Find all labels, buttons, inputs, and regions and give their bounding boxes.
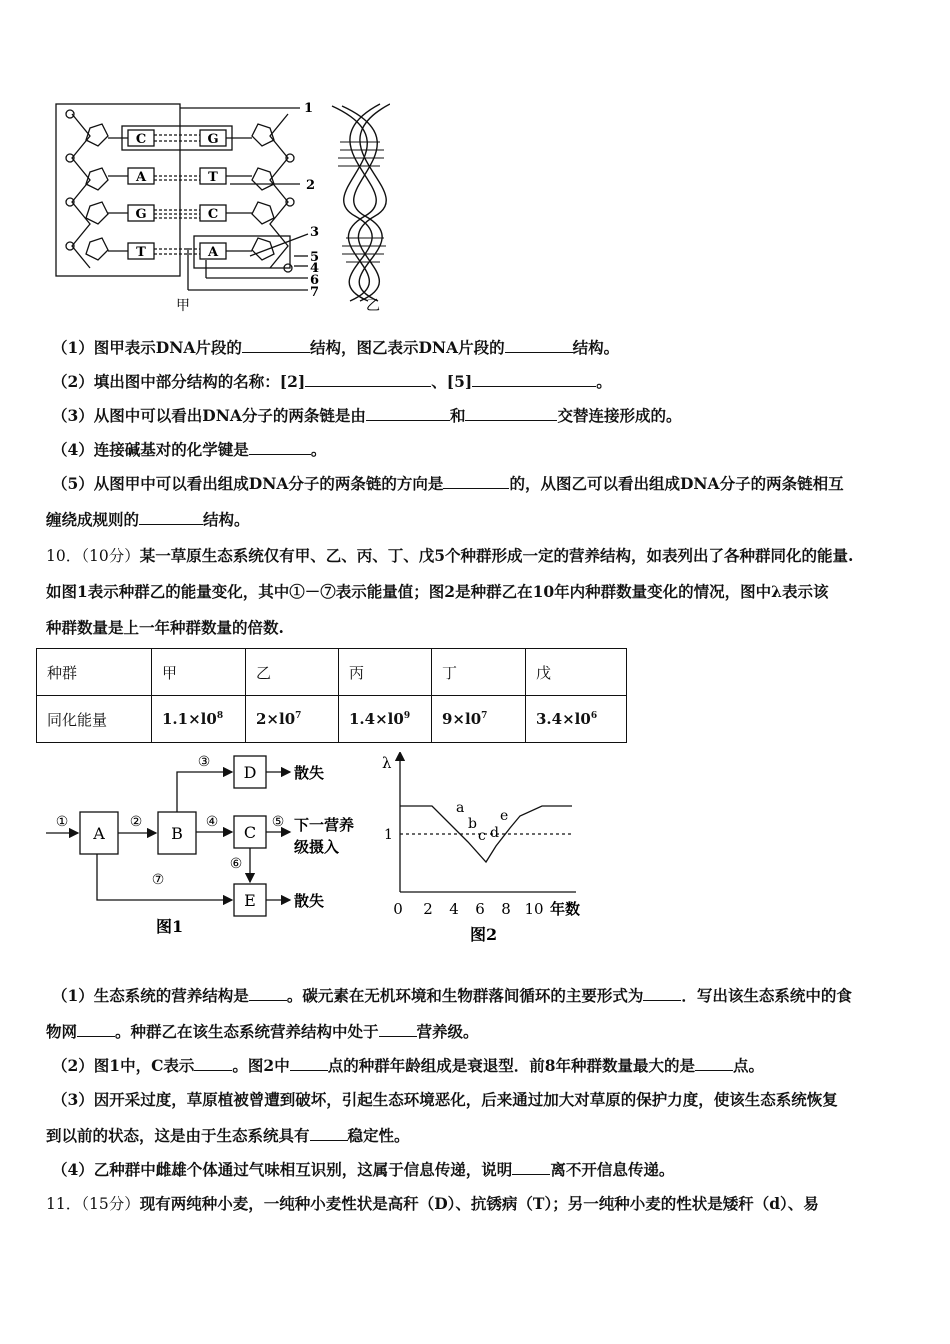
- right-base-4: A: [207, 245, 219, 260]
- q9-item-5-cont: 缠绕成规则的 结构。: [46, 510, 250, 529]
- arrow-label-3: ③: [197, 754, 211, 770]
- answer-blank[interactable]: [695, 1056, 733, 1071]
- x-tick: 4: [449, 900, 459, 918]
- right-base-1: G: [207, 132, 219, 147]
- table-row-label: 同化能量: [37, 696, 152, 743]
- lost-text-1: 散失: [294, 764, 325, 782]
- figure-1-caption: 图1: [156, 917, 184, 936]
- label-1: 1: [304, 101, 314, 116]
- answer-blank[interactable]: [242, 338, 310, 353]
- left-base-1: C: [135, 132, 147, 147]
- caption-jia: 甲: [176, 298, 190, 314]
- q10-item-1-cont: 物网 。种群乙在该生态系统营养结构中处于 营养级。: [46, 1022, 479, 1041]
- next-level-text-2: 级摄入: [294, 838, 340, 856]
- arrow-label-4: ④: [205, 814, 219, 830]
- figure-2-caption: 图2: [470, 925, 498, 944]
- q10-item-3: （3）因开采过度，草原植被曾遭到破坏，引起生态环境恶化，后来通过加大对草原的保护力度，使该生态系统恢复: [52, 1090, 838, 1109]
- arrow-label-2: ②: [129, 814, 143, 830]
- arrow-label-5: ⑤: [271, 814, 285, 830]
- box-label: E: [244, 891, 256, 910]
- answer-blank[interactable]: [465, 406, 557, 421]
- q9-item-2: （2）填出图中部分结构的名称：[2] 、[5] 。: [52, 372, 612, 391]
- point-a: a: [456, 800, 465, 816]
- answer-blank[interactable]: [310, 1126, 348, 1141]
- answer-blank[interactable]: [379, 1022, 417, 1037]
- x-tick: 6: [475, 900, 485, 918]
- q10-item-3-cont: 到以前的状态，这是由于生态系统具有 稳定性。: [46, 1126, 410, 1145]
- label-6: 6: [310, 273, 320, 288]
- q10-stem-line-2: 如图1表示种群乙的能量变化，其中①－⑦表示能量值；图2是种群乙在10年内种群数量变化的情况，图中λ表示该: [46, 582, 829, 601]
- point-e: e: [500, 808, 509, 824]
- answer-blank[interactable]: [512, 1160, 550, 1175]
- box-label: A: [93, 824, 105, 843]
- q10-item-4: （4）乙种群中雌雄个体通过气味相互识别，这属于信息传递，说明 离不开信息传递。: [52, 1160, 675, 1179]
- answer-blank[interactable]: [249, 986, 287, 1001]
- left-base-4: T: [136, 245, 146, 260]
- point-d: d: [490, 825, 499, 841]
- table-row: [37, 649, 627, 696]
- energy-flow-figure: [44, 752, 384, 942]
- label-7: 7: [310, 285, 320, 300]
- caption-yi: 乙: [366, 298, 380, 314]
- q9-item-4: （4）连接碱基对的化学键是 。: [52, 440, 327, 459]
- x-tick: 0: [393, 900, 403, 918]
- answer-blank[interactable]: [249, 440, 311, 455]
- box-label: D: [243, 763, 257, 782]
- table-row: [37, 696, 627, 743]
- left-base-3: G: [135, 207, 147, 222]
- q11-stem: 11．（15分）现有两纯种小麦，一纯种小麦性状是高秆（D）、抗锈病（T）；另一纯种小麦的性状是矮秆（d）、易: [46, 1194, 819, 1213]
- arrow-label-1: ①: [55, 814, 69, 830]
- right-base-3: C: [207, 207, 219, 222]
- answer-blank[interactable]: [366, 406, 450, 421]
- x-tick: 2: [423, 900, 433, 918]
- lost-text-2: 散失: [294, 892, 325, 910]
- table-header-cell: 丙: [339, 649, 432, 696]
- label-3: 3: [310, 225, 320, 240]
- y-axis-label: λ: [382, 754, 392, 772]
- table-header-cell: 乙: [246, 649, 339, 696]
- box-label: B: [171, 824, 183, 843]
- next-level-text-1: 下一营养: [294, 816, 355, 834]
- arrow-label-7: ⑦: [151, 872, 165, 888]
- x-tick: 8: [501, 900, 511, 918]
- table-header-cell: 甲: [152, 649, 246, 696]
- right-base-2: T: [208, 170, 218, 185]
- table-cell: $2\times l0^7$: [246, 696, 339, 743]
- q10-item-1: （1）生态系统的营养结构是 。碳元素在无机环境和生物群落间循环的主要形式为 ．写出该生态系统中的食: [52, 986, 852, 1005]
- table-header-cell: 戊: [526, 649, 627, 696]
- answer-blank[interactable]: [194, 1056, 232, 1071]
- answer-blank[interactable]: [305, 372, 431, 387]
- lambda-chart: [376, 752, 598, 948]
- answer-blank[interactable]: [505, 338, 573, 353]
- table-cell: $9\times l0^7$: [432, 696, 526, 743]
- q10-stem-line-3: 种群数量是上一年种群数量的倍数.: [46, 618, 284, 637]
- table-cell: $1.1\times l0^8$: [152, 696, 246, 743]
- label-4: 4: [310, 261, 320, 276]
- q10-item-2: （2）图1中，C表示 。图2中 点的种群年龄组成是衰退型．前8年种群数量最大的是 点。: [52, 1056, 765, 1075]
- arrow-label-6: ⑥: [229, 856, 243, 872]
- q9-item-3: （3）从图中可以看出DNA分子的两条链是由 和 交替连接形成的。: [52, 406, 682, 425]
- label-5: 5: [310, 250, 320, 265]
- answer-blank[interactable]: [472, 372, 596, 387]
- q10-stem-line-1: 10．（10分）某一草原生态系统仅有甲、乙、丙、丁、戊5个种群形成一定的营养结构，如表列出了各种群同化的能量.: [46, 546, 854, 565]
- table-cell: $3.4\times l0^6$: [526, 696, 627, 743]
- point-c: c: [478, 828, 486, 844]
- answer-blank[interactable]: [290, 1056, 328, 1071]
- label-2: 2: [306, 178, 316, 193]
- q9-item-5: （5）从图甲中可以看出组成DNA分子的两条链的方向是 的，从图乙可以看出组成DNA分子的两条链相互: [52, 474, 844, 493]
- x-axis-unit: 年数: [550, 900, 581, 918]
- answer-blank[interactable]: [77, 1022, 115, 1037]
- q9-item-1: （1）图甲表示DNA片段的 结构，图乙表示DNA片段的 结构。: [52, 338, 620, 357]
- table-header-cell: 种群: [37, 649, 152, 696]
- table-header-cell: 丁: [432, 649, 526, 696]
- answer-blank[interactable]: [139, 510, 203, 525]
- dna-structure-figure: [50, 96, 390, 316]
- answer-blank[interactable]: [643, 986, 681, 1001]
- point-b: b: [468, 816, 477, 832]
- x-tick: 10: [524, 900, 544, 918]
- left-base-2: A: [135, 170, 147, 185]
- y-tick-1: 1: [384, 827, 393, 843]
- energy-table: [36, 648, 627, 743]
- answer-blank[interactable]: [443, 474, 509, 489]
- box-label: C: [243, 823, 257, 842]
- table-cell: $1.4\times l0^9$: [339, 696, 432, 743]
